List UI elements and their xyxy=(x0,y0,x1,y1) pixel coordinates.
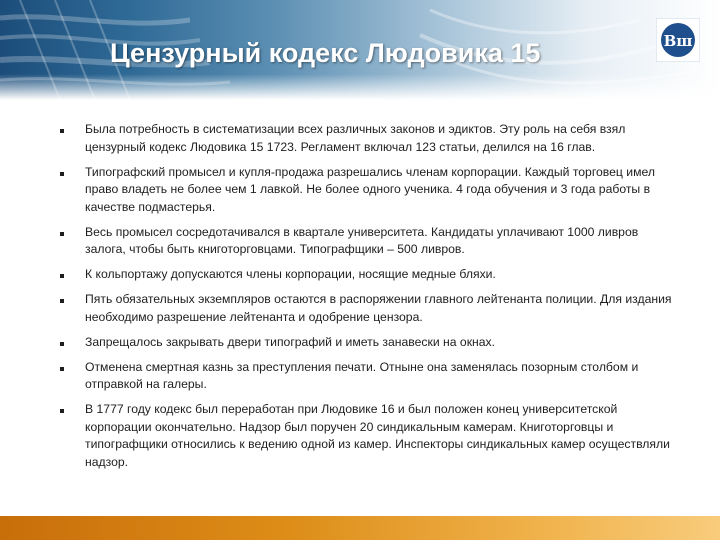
bullet-marker xyxy=(60,274,64,278)
bullet-marker xyxy=(60,409,64,413)
list-item-text: Запрещалось закрывать двери типографий и иметь занавески на окнах. xyxy=(85,334,496,349)
list-item-text: В 1777 году кодекс был переработан при Людовике 16 и был положен конец университетской корпорации окончательно. Надзор был поручен 20 синдикальным камерам. Книготорговцы и типографщики относились к ведению одной из камер. Инспекторы синдикальных камер осуществляли надзор. xyxy=(85,402,670,469)
list-item xyxy=(60,334,680,352)
list-item-text: Отменена смертная казнь за преступления печати. Отныне она заменялась позорным столбом и отправкой на галеры. xyxy=(85,359,639,391)
list-item xyxy=(60,224,680,259)
list-item-text: Типографский промысел и купля-продажа разрешались членам корпорации. Каждый торговец имел право владеть не более чем 1 лавкой. Не более одного ученика. 4 года обучения и 3 года работы в качестве подмастерья. xyxy=(85,164,655,214)
bullet-marker xyxy=(60,299,64,303)
list-item xyxy=(60,266,680,284)
bullet-marker xyxy=(60,129,64,133)
list-item-text: Была потребность в систематизации всех различных законов и эдиктов. Эту роль на себя взял цензурный кодекс Людовика 15 1723. Регламент включал 123 статьи, делился на 16 глав. xyxy=(85,122,626,154)
list-item xyxy=(60,164,680,217)
bullet-marker xyxy=(60,232,64,236)
list-item-text: К кольпортажу допускаются члены корпорации, носящие медные бляхи. xyxy=(85,267,496,281)
list-item-text: Пять обязательных экземпляров остаются в распоряжении главного лейтенанта полиции. Для издания необходимо разрешение лейтенанта и одобрение цензора. xyxy=(85,292,672,324)
bullet-marker xyxy=(60,342,64,346)
list-item xyxy=(60,359,680,394)
list-item xyxy=(60,291,680,326)
logo-text: Вш xyxy=(663,32,693,50)
list-item xyxy=(60,121,680,156)
bullet-marker xyxy=(60,172,64,176)
list-item-text: Весь промысел сосредотачивался в квартале университета. Кандидаты уплачивают 1000 ливров залога, чтобы быть книготорговцами. Типографщики – 500 ливров. xyxy=(85,224,639,256)
list-item xyxy=(60,401,680,471)
footer-bar xyxy=(0,516,720,540)
bullet-list xyxy=(60,121,680,479)
bullet-marker xyxy=(60,367,64,371)
slide-title: Цензурный кодекс Людовика 15 xyxy=(110,38,541,68)
hse-logo-icon xyxy=(656,18,700,62)
header-fade xyxy=(0,74,720,100)
